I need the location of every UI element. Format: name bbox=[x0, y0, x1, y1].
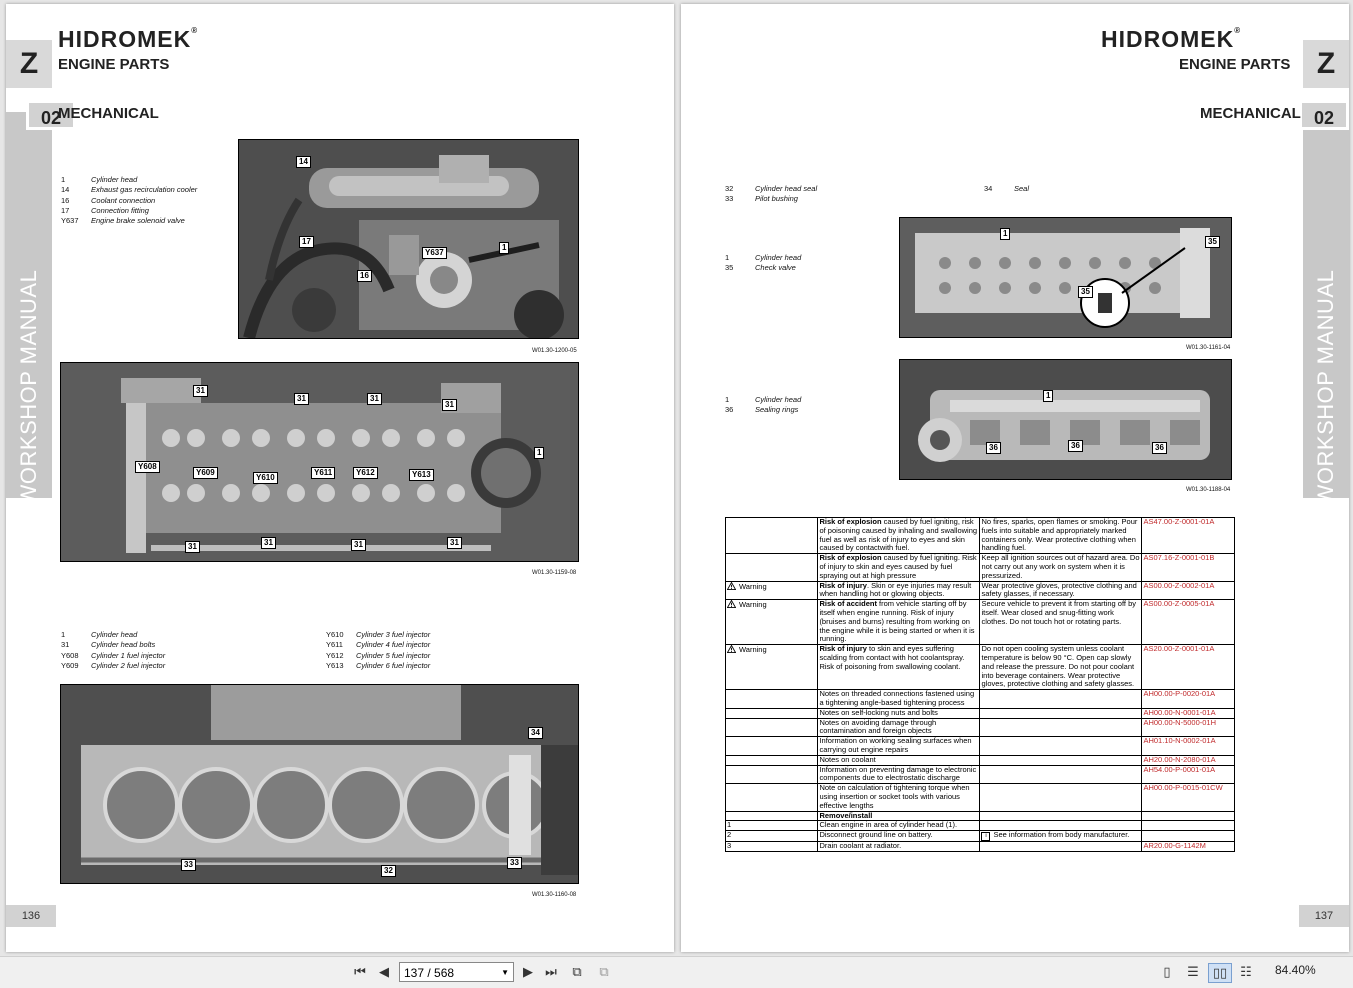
legend-row: 36 Sealing rings bbox=[725, 405, 799, 415]
cell-text: Notes on self-locking nuts and bolts bbox=[819, 707, 938, 717]
table-cell[interactable] bbox=[1142, 581, 1235, 600]
continuous-view-icon[interactable]: ☰ bbox=[1187, 964, 1199, 979]
callout-label: 1 bbox=[1043, 390, 1053, 402]
legend-row: Y609 Cylinder 2 fuel injector bbox=[61, 660, 166, 670]
cell-text: Note on calculation of tightening torque when using insertion or socket tools with various effective lengths bbox=[819, 783, 970, 810]
engine-photo-egr-cooler bbox=[238, 139, 579, 339]
legend-row: 34 Seal bbox=[984, 184, 1030, 193]
header-title: ENGINE PARTS bbox=[58, 56, 170, 73]
callout-label: 31 bbox=[442, 399, 457, 411]
table-cell[interactable] bbox=[1142, 784, 1235, 811]
cell-text: Warning bbox=[739, 581, 767, 591]
table-cell bbox=[726, 600, 818, 645]
legend-row: 1 Cylinder head bbox=[725, 395, 802, 404]
table-cell bbox=[726, 645, 818, 690]
table-cell bbox=[1142, 811, 1235, 821]
table-cell bbox=[980, 831, 1142, 842]
figure-legend bbox=[725, 395, 801, 416]
first-page-icon[interactable]: ⏮ bbox=[354, 964, 366, 979]
table-row bbox=[726, 821, 1235, 831]
table-cell[interactable] bbox=[1142, 765, 1235, 784]
table-cell[interactable] bbox=[1142, 645, 1235, 690]
fit-page-icon[interactable]: ⧉ bbox=[572, 964, 582, 979]
callout-label: 31 bbox=[261, 537, 276, 549]
legend-row: 32 Cylinder head seal bbox=[725, 184, 818, 193]
legend-row: Y612 Cylinder 5 fuel injector bbox=[326, 650, 431, 660]
table-cell bbox=[980, 600, 1142, 645]
cell-text: AR20.00-G-1142M bbox=[1143, 841, 1206, 851]
cell-text: Remove/install bbox=[819, 810, 873, 820]
callout-label: 32 bbox=[381, 865, 396, 877]
legend-row: Y608 Cylinder 1 fuel injector bbox=[61, 650, 166, 660]
table-cell bbox=[726, 518, 818, 554]
pdf-viewer-toolbar bbox=[0, 956, 1353, 988]
table-cell bbox=[818, 718, 980, 737]
table-cell bbox=[980, 690, 1142, 709]
table-row bbox=[726, 718, 1235, 737]
side-title: HMK 635WL WORKSHOP MANUAL bbox=[16, 269, 41, 641]
callout-label: Y612 bbox=[353, 467, 378, 479]
callout-label: 36 bbox=[1068, 440, 1083, 452]
table-cell bbox=[726, 718, 818, 737]
table-row bbox=[726, 811, 1235, 821]
two-page-continuous-icon[interactable]: ☷ bbox=[1240, 964, 1252, 979]
table-cell bbox=[818, 831, 980, 842]
section-title: MECHANICAL bbox=[58, 105, 159, 122]
table-cell[interactable] bbox=[1142, 737, 1235, 756]
chapter-letter: Z bbox=[1303, 40, 1349, 88]
table-row bbox=[726, 645, 1235, 690]
callout-label: Y608 bbox=[135, 461, 160, 473]
callout-label: 1 bbox=[499, 242, 509, 254]
cell-text: Warning bbox=[739, 645, 767, 655]
cell-text: Notes on avoiding damage through contamination and foreign objects bbox=[819, 717, 937, 736]
last-page-icon[interactable]: ⏭ bbox=[545, 964, 557, 979]
cell-text: Risk of accident from vehicle starting off by itself when engine running. Risk of injury (bruises and burns) resulting from working on the engine while it is being started or when it is running. bbox=[819, 599, 975, 644]
figure-legend bbox=[61, 175, 197, 226]
cylinder-head-sealing-rings-photo bbox=[899, 359, 1232, 480]
callout-label: 31 bbox=[367, 393, 382, 405]
cell-text: AH00.00-P-0020-01A bbox=[1143, 689, 1216, 699]
table-row bbox=[726, 842, 1235, 852]
safety-notes-table bbox=[725, 517, 1235, 852]
cell-text: Information on working sealing surfaces when carrying out engine repairs bbox=[819, 736, 972, 754]
figure-legend bbox=[725, 253, 801, 274]
cell-text: AS00.00-Z-0005-01A bbox=[1143, 599, 1215, 609]
callout-label: 31 bbox=[193, 385, 208, 397]
table-cell bbox=[726, 755, 818, 765]
table-cell bbox=[818, 645, 980, 690]
legend-row: Y613 Cylinder 6 fuel injector bbox=[326, 660, 431, 670]
figure-code: W01.30-1200-05 bbox=[532, 348, 577, 354]
legend-row: 16 Coolant connection bbox=[61, 195, 156, 205]
table-cell bbox=[980, 765, 1142, 784]
legend-row: Y637 Engine brake solenoid valve bbox=[61, 216, 185, 226]
callout-label: 35 bbox=[1205, 236, 1220, 248]
table-cell bbox=[1142, 831, 1235, 842]
single-page-view-icon[interactable]: ▯ bbox=[1163, 964, 1171, 979]
table-cell[interactable] bbox=[1142, 554, 1235, 581]
cell-text: AS07.16-Z-0001-01B bbox=[1143, 553, 1215, 563]
fit-width-icon[interactable]: ⧉ bbox=[599, 964, 609, 979]
cell-text: AH54.00-P-0001-01A bbox=[1143, 764, 1216, 774]
callout-label: Y609 bbox=[193, 467, 218, 479]
previous-page-icon[interactable]: ◀ bbox=[379, 964, 389, 979]
cell-text: Information on preventing damage to electronic components due to electrostatic discharge bbox=[819, 764, 977, 783]
cell-text: AH00.00-N-5000-01H bbox=[1143, 717, 1217, 727]
table-cell bbox=[726, 554, 818, 581]
cell-text: Wear protective gloves, protective clothing and safety glasses, if necessary. bbox=[981, 580, 1137, 599]
cell-text: Disconnect ground line on battery. bbox=[819, 830, 933, 840]
callout-label: 14 bbox=[296, 156, 311, 168]
table-row bbox=[726, 784, 1235, 811]
section-title: MECHANICAL bbox=[1200, 105, 1301, 122]
cell-text: AH01.10-N-0002-01A bbox=[1143, 736, 1216, 746]
cell-text: Notes on threaded connections fastened using a tightening angle-based tightening process bbox=[819, 689, 975, 707]
table-cell bbox=[726, 811, 818, 821]
header-title: ENGINE PARTS bbox=[1179, 56, 1291, 73]
table-cell bbox=[818, 765, 980, 784]
side-title: HMK 635WL WORKSHOP MANUAL bbox=[1313, 269, 1338, 641]
cell-text: Keep all ignition sources out of hazard area. Do not carry out any work on system when it is pressurized. bbox=[981, 553, 1140, 580]
chevron-down-icon[interactable]: ▼ bbox=[501, 968, 509, 977]
table-cell[interactable] bbox=[1142, 718, 1235, 737]
legend-row: 17 Connection fitting bbox=[61, 205, 149, 215]
two-page-view-icon[interactable]: ▯▯ bbox=[1208, 963, 1232, 983]
cell-text: Warning bbox=[739, 600, 767, 610]
table-cell[interactable] bbox=[1142, 600, 1235, 645]
page-number-input[interactable]: 137 / 568 ▼ bbox=[399, 962, 514, 982]
cell-text: Drain coolant at radiator. bbox=[819, 841, 902, 851]
figure-code: W01.30-1161-04 bbox=[1186, 345, 1231, 351]
table-cell bbox=[726, 821, 818, 831]
warning-icon bbox=[727, 582, 736, 590]
cell-text: AH00.00-N-0001-01A bbox=[1143, 707, 1216, 717]
callout-label: 31 bbox=[185, 541, 200, 553]
cell-text: AS00.00-Z-0002-01A bbox=[1143, 580, 1215, 590]
left-page bbox=[6, 4, 674, 952]
cell-text: Notes on coolant bbox=[819, 754, 876, 764]
table-cell bbox=[726, 784, 818, 811]
chapter-letter: Z bbox=[6, 40, 52, 88]
cell-text: AS47.00-Z-0001-01A bbox=[1143, 517, 1215, 526]
cell-text: 1 bbox=[727, 820, 732, 830]
table-cell bbox=[818, 690, 980, 709]
table-cell bbox=[980, 718, 1142, 737]
table-cell bbox=[726, 581, 818, 600]
callout-label: 36 bbox=[986, 442, 1001, 454]
table-cell bbox=[726, 690, 818, 709]
table-cell bbox=[726, 831, 818, 842]
cell-text: 2 bbox=[727, 830, 732, 840]
table-cell[interactable] bbox=[1142, 518, 1235, 554]
figure-legend bbox=[61, 630, 165, 671]
legend-row: 1 Cylinder head bbox=[725, 253, 802, 262]
table-cell bbox=[980, 784, 1142, 811]
table-cell bbox=[818, 554, 980, 581]
page-number: 137 bbox=[1299, 905, 1349, 927]
cell-text: AH00.00-P-0015-01CW bbox=[1143, 783, 1223, 793]
figure-code: W01.30-1188-04 bbox=[1186, 487, 1231, 493]
table-cell bbox=[726, 842, 818, 852]
callout-label: 34 bbox=[528, 727, 543, 739]
table-cell bbox=[726, 737, 818, 756]
callout-label: Y613 bbox=[409, 469, 434, 481]
legend-row: 1 Cylinder head bbox=[61, 175, 138, 184]
cylinder-head-gasket-photo bbox=[60, 684, 579, 884]
table-cell bbox=[980, 842, 1142, 852]
table-cell bbox=[726, 708, 818, 718]
cell-text: AS20.00-Z-0001-01A bbox=[1143, 644, 1215, 654]
legend-row: 31 Cylinder head bolts bbox=[61, 640, 156, 650]
table-cell bbox=[818, 581, 980, 600]
callout-label: 1 bbox=[1000, 228, 1010, 240]
table-cell bbox=[980, 708, 1142, 718]
brand-logo: HIDROMEK® bbox=[1101, 26, 1242, 52]
callout-label: 17 bbox=[299, 236, 314, 248]
table-cell bbox=[980, 811, 1142, 821]
table-cell bbox=[980, 645, 1142, 690]
table-row bbox=[726, 831, 1235, 842]
brand-logo: HIDROMEK® bbox=[58, 26, 199, 52]
cell-text: See information from body manufacturer. bbox=[993, 830, 1130, 840]
cell-text: Risk of explosion caused by fuel igniting, risk of poisoning caused by inhaling and swallowing fuel as well as risk of injury to eyes and skin caused by contactwith fuel. bbox=[819, 517, 978, 553]
table-cell bbox=[818, 737, 980, 756]
legend-row: 14 Exhaust gas recirculation cooler bbox=[61, 185, 198, 195]
figure-legend bbox=[326, 630, 430, 671]
callout-label: Y610 bbox=[253, 472, 278, 484]
table-cell bbox=[1142, 821, 1235, 831]
side-band bbox=[1303, 112, 1349, 641]
callout-label: 35 bbox=[1078, 286, 1093, 298]
table-cell bbox=[980, 554, 1142, 581]
cell-text: Clean engine in area of cylinder head (1). bbox=[819, 820, 958, 830]
table-cell bbox=[980, 581, 1142, 600]
cell-text: Do not open cooling system unless coolant temperature is below 90 °C. Open cap slowly and release the pressure. Do not pour coolant into beverage containers. Wear protective gloves, protective clothing and safety glasses. bbox=[981, 644, 1135, 689]
figure-legend bbox=[984, 184, 1029, 194]
legend-row: 1 Cylinder head bbox=[61, 630, 138, 639]
legend-row: 33 Pilot bushing bbox=[725, 194, 798, 204]
callout-label: 31 bbox=[294, 393, 309, 405]
table-cell bbox=[726, 765, 818, 784]
cylinder-head-check-valve-photo bbox=[899, 217, 1232, 338]
table-cell[interactable] bbox=[1142, 842, 1235, 852]
cell-text: 3 bbox=[727, 841, 732, 851]
table-cell bbox=[818, 600, 980, 645]
table-cell bbox=[818, 784, 980, 811]
right-page bbox=[681, 4, 1349, 952]
callout-label: 31 bbox=[351, 539, 366, 551]
table-row bbox=[726, 581, 1235, 600]
zoom-level[interactable]: 84.40% bbox=[1275, 963, 1316, 977]
table-row bbox=[726, 765, 1235, 784]
callout-label: 36 bbox=[1152, 442, 1167, 454]
side-band bbox=[6, 112, 52, 641]
callout-label: 16 bbox=[357, 270, 372, 282]
table-cell bbox=[818, 518, 980, 554]
callout-label: Y611 bbox=[311, 467, 335, 479]
warning-icon bbox=[727, 645, 736, 653]
figure-code: W01.30-1159-08 bbox=[532, 570, 577, 576]
cell-text: Risk of injury to skin and eyes suffering scalding from contact with hot coolantspray. Risk of poisoning from swallowing coolant. bbox=[819, 644, 965, 671]
cell-text: Risk of injury. Skin or eye injuries may result when handling hot or glowing objects. bbox=[819, 580, 972, 599]
section-number: 02 bbox=[26, 100, 76, 130]
table-row bbox=[726, 737, 1235, 756]
table-cell bbox=[980, 737, 1142, 756]
cell-text: Risk of explosion caused by fuel igniting. Risk of injury to skin and eyes caused by fuel spraying out at high pressure bbox=[819, 553, 977, 580]
table-cell[interactable] bbox=[1142, 690, 1235, 709]
figure-legend bbox=[725, 184, 817, 205]
info-icon: i bbox=[981, 832, 990, 841]
section-number: 02 bbox=[1299, 100, 1349, 130]
page-number: 136 bbox=[6, 905, 56, 927]
table-row bbox=[726, 600, 1235, 645]
legend-row: Y611 Cylinder 4 fuel injector bbox=[326, 640, 431, 650]
table-cell bbox=[980, 755, 1142, 765]
table-row bbox=[726, 518, 1235, 554]
warning-icon bbox=[727, 600, 736, 608]
cylinder-head-bolts-photo bbox=[60, 362, 579, 562]
callout-label: 31 bbox=[447, 537, 462, 549]
cell-text: Secure vehicle to prevent it from starting off by itself. Wear closed and snug-fitting work clothes. Do not touch hot or rotating parts. bbox=[981, 599, 1137, 626]
callout-label: 33 bbox=[181, 859, 196, 871]
legend-row: 35 Check valve bbox=[725, 263, 796, 273]
callout-label: Y637 bbox=[422, 247, 447, 259]
callout-label: 1 bbox=[534, 447, 544, 459]
cell-text: AH20.00-N-2080-01A bbox=[1143, 754, 1216, 764]
next-page-icon[interactable]: ▶ bbox=[523, 964, 533, 979]
table-cell bbox=[980, 518, 1142, 554]
legend-row: Y610 Cylinder 3 fuel injector bbox=[326, 630, 431, 639]
table-row bbox=[726, 554, 1235, 581]
figure-code: W01.30-1160-08 bbox=[532, 892, 577, 898]
table-row bbox=[726, 690, 1235, 709]
table-cell bbox=[818, 842, 980, 852]
cell-text: No fires, sparks, open flames or smoking. Pour fuels into suitable and appropriately marked containers only. Wear protective clothing when handling fuel. bbox=[981, 517, 1138, 553]
callout-label: 33 bbox=[507, 857, 522, 869]
